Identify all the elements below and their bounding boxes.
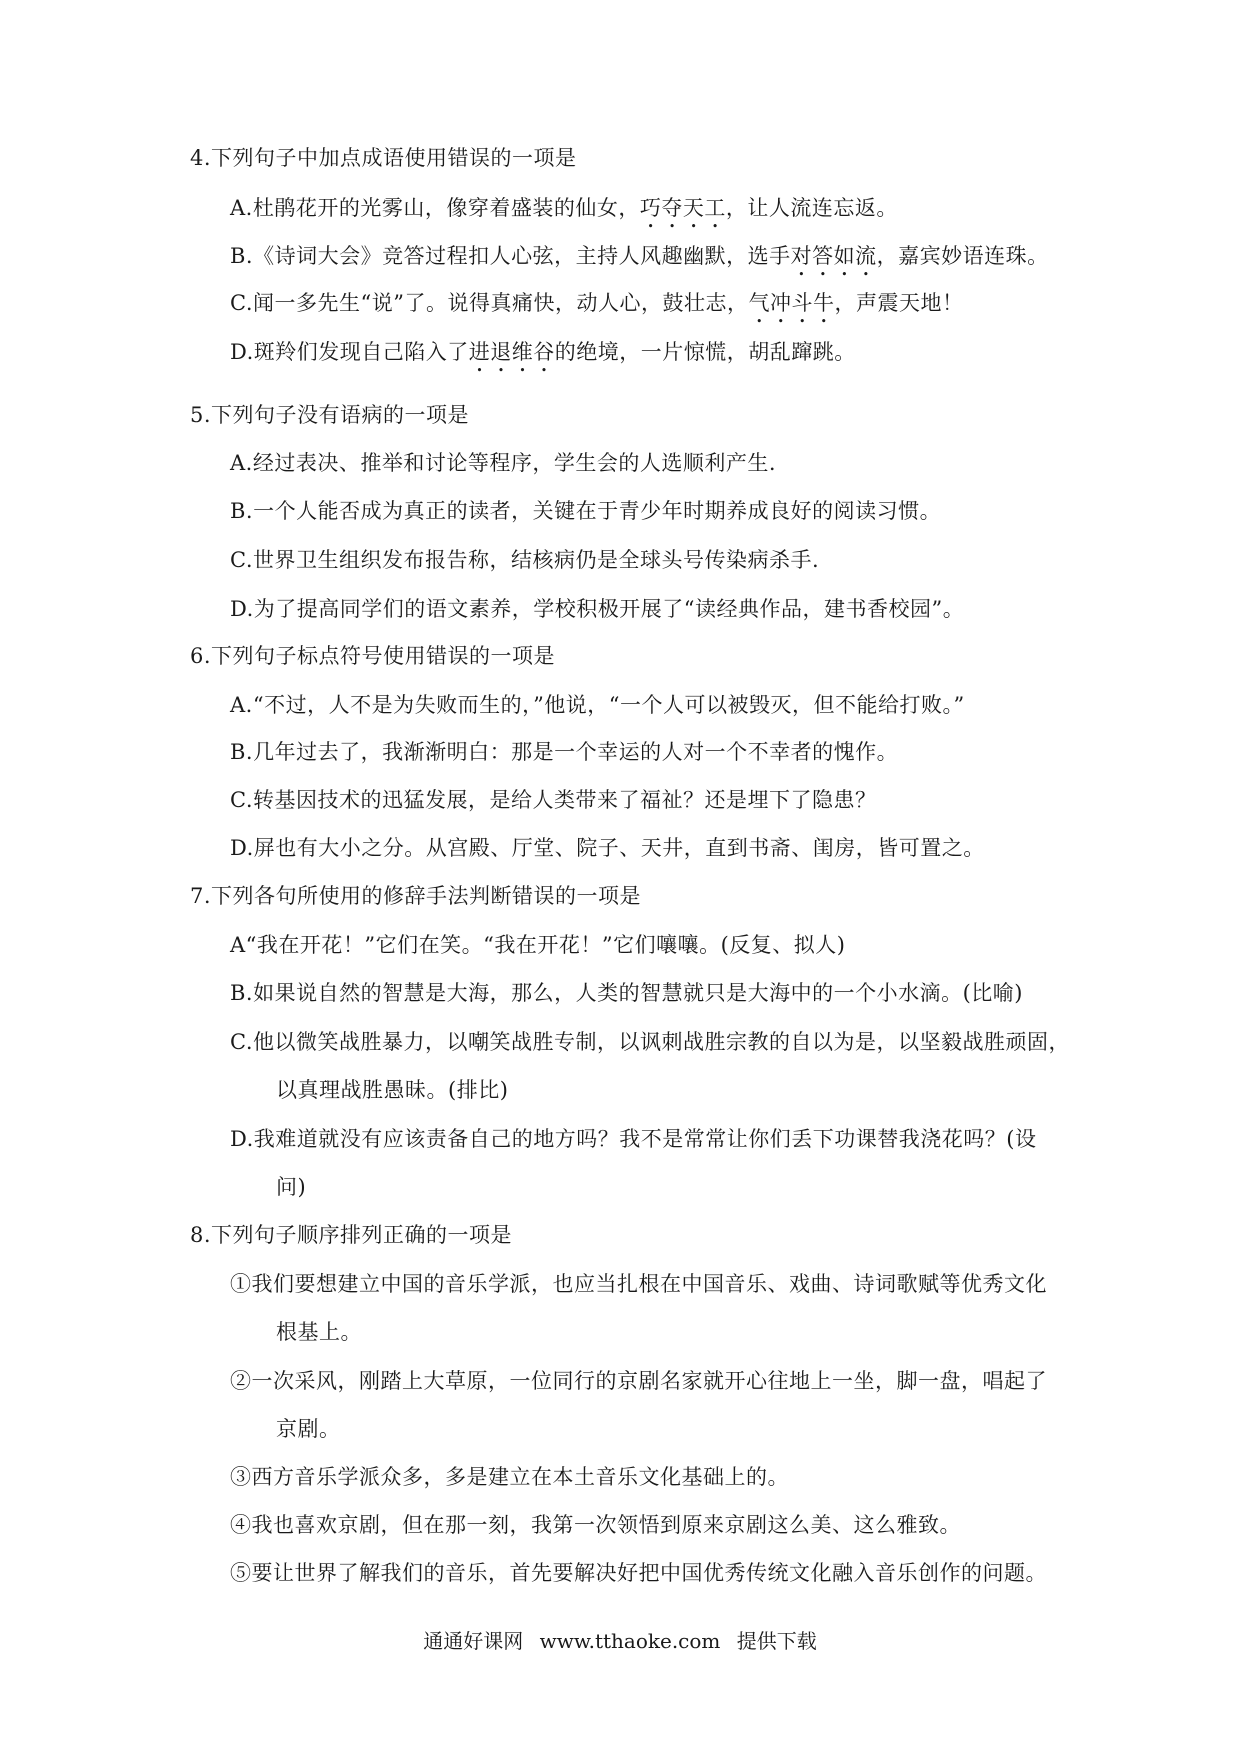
question-4-stem: 4.下列句子中加点成语使用错误的一项是 xyxy=(190,146,577,170)
question-8-item-1-cont: 根基上。 xyxy=(276,1320,362,1344)
question-8-item-1: ①我们要想建立中国的音乐学派，也应当扎根在中国音乐、戏曲、诗词歌赋等优秀文化 xyxy=(230,1272,1047,1296)
question-8-stem: 8.下列句子顺序排列正确的一项是 xyxy=(190,1223,513,1247)
question-8-item-4: ④我也喜欢京剧，但在那一刻，我第一次领悟到原来京剧这么美、这么雅致。 xyxy=(230,1513,961,1537)
emphasized-idiom: 气冲斗牛 xyxy=(748,291,835,315)
footer-note: 提供下载 xyxy=(736,1629,817,1653)
question-5-option-d: D.为了提高同学们的语文素养，学校积极开展了“读经典作品，建书香校园”。 xyxy=(230,597,965,621)
option-text: ，嘉宾妙语连珠。 xyxy=(876,244,1049,268)
emphasized-idiom: 进退维谷 xyxy=(468,340,555,364)
option-text: C.闻一多先生“说”了。说得真痛快，动人心，鼓壮志， xyxy=(230,291,749,315)
question-7-option-b: B.如果说自然的智慧是大海，那么，人类的智慧就只是大海中的一个小水滴。(比喻) xyxy=(230,981,1023,1005)
question-4-option-d xyxy=(230,337,856,377)
option-text: A.杜鹃花开的光雾山，像穿着盛装的仙女， xyxy=(230,196,640,220)
question-6-option-c: C.转基因技术的迅猛发展，是给人类带来了福祉？还是埋下了隐患？ xyxy=(230,788,877,812)
option-text: 的绝境，一片惊慌，胡乱蹿跳。 xyxy=(554,340,856,364)
question-7-stem: 7.下列各句所使用的修辞手法判断错误的一项是 xyxy=(190,884,642,908)
question-6-stem: 6.下列句子标点符号使用错误的一项是 xyxy=(190,644,556,668)
question-8-item-3: ③西方音乐学派众多，多是建立在本土音乐文化基础上的。 xyxy=(230,1465,789,1489)
question-8-item-2: ②一次采风，刚踏上大草原，一位同行的京剧名家就开心往地上一坐，脚一盘，唱起了 xyxy=(230,1369,1047,1393)
question-8-item-5: ⑤要让世界了解我们的音乐，首先要解决好把中国优秀传统文化融入音乐创作的问题。 xyxy=(230,1561,1047,1585)
question-8-item-2-cont: 京剧。 xyxy=(276,1417,341,1441)
question-7-option-d: D.我难道就没有应该责备自己的地方吗？我不是常常让你们丢下功课替我浇花吗？(设 xyxy=(230,1127,1037,1151)
option-text: ，声震天地！ xyxy=(834,291,964,315)
option-text: ，让人流连忘返。 xyxy=(725,196,898,220)
question-6-option-d: D.屏也有大小之分。从宫殿、厅堂、院子、天井，直到书斋、闺房，皆可置之。 xyxy=(230,836,985,860)
question-4-option-c xyxy=(230,288,963,328)
option-text: D.斑羚们发现自己陷入了 xyxy=(230,340,469,364)
page-footer xyxy=(0,1626,1240,1656)
question-7-option-d-cont: 问) xyxy=(276,1175,307,1199)
question-4-option-b xyxy=(230,241,1049,281)
footer-url[interactable]: www.tthaoke.com xyxy=(539,1629,721,1653)
question-5-option-c: C.世界卫生组织发布报告称，结核病仍是全球头号传染病杀手. xyxy=(230,548,820,572)
option-text: B.《诗词大会》竞答过程扣人心弦，主持人风趣幽默，选手 xyxy=(230,244,791,268)
question-5-option-b: B.一个人能否成为真正的读者，关键在于青少年时期养成良好的阅读习惯。 xyxy=(230,499,942,523)
emphasized-idiom: 巧夺天工 xyxy=(639,196,726,220)
question-6-option-a: A.“不过，人不是为失败而生的，”他说，“一个人可以被毁灭，但不能给打败。” xyxy=(230,693,965,717)
question-7-option-c-cont: 以真理战胜愚昧。(排比) xyxy=(276,1078,509,1102)
footer-site-name: 通通好课网 xyxy=(423,1629,524,1653)
question-7-option-a: A“我在开花！”它们在笑。“我在开花！”它们嚷嚷。(反复、拟人) xyxy=(230,933,846,957)
question-6-option-b: B.几年过去了，我渐渐明白：那是一个幸运的人对一个不幸者的愧作。 xyxy=(230,740,899,764)
question-5-option-a: A.经过表决、推举和讨论等程序，学生会的人选顺利产生. xyxy=(230,451,777,475)
question-7-option-c: C.他以微笑战胜暴力，以嘲笑战胜专制，以讽刺战胜宗教的自以为是，以坚毅战胜顽固， xyxy=(230,1030,1070,1054)
question-5-stem: 5.下列句子没有语病的一项是 xyxy=(190,403,470,427)
emphasized-idiom: 对答如流 xyxy=(790,244,877,268)
question-4-option-a xyxy=(230,193,898,233)
